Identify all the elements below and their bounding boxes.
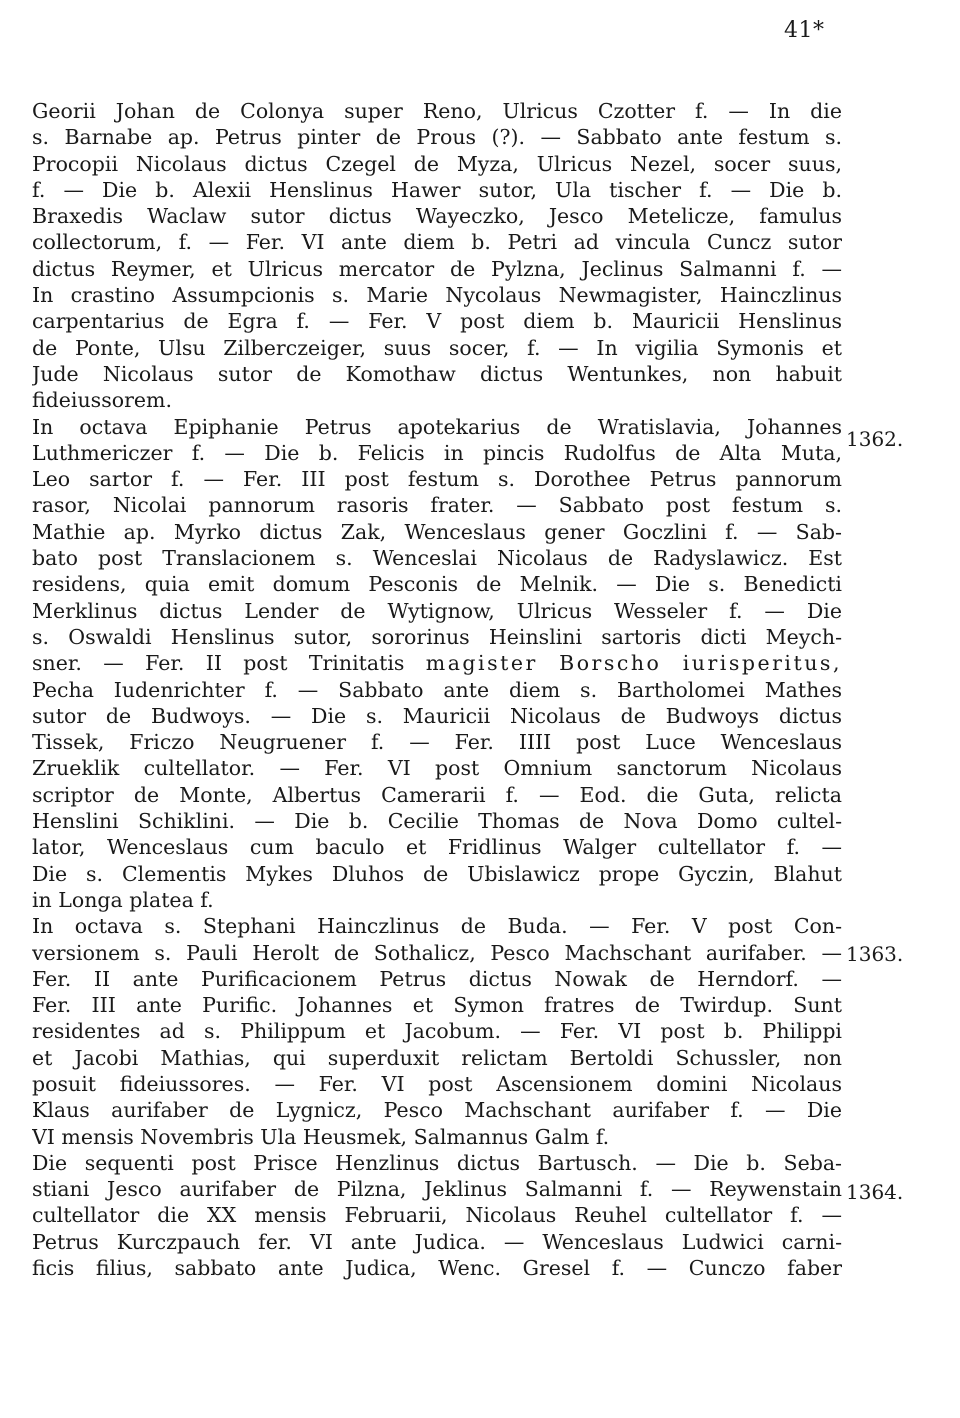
- text-line: residens, quia emit domum Pesconis de Melnik. — Die s. Benedicti: [32, 572, 842, 597]
- text-line: scriptor de Monte, Albertus Camerarii f. — Eod. die Guta, relicta: [32, 782, 842, 807]
- text-line: bato post Translacionem s. Wenceslai Nicolaus de Radyslawicz. Est: [32, 546, 842, 571]
- text-line: Merklinus dictus Lender de Wytignow, Ulricus Wesseler f. — Die: [32, 598, 842, 623]
- text-line: Jude Nicolaus sutor de Komothaw dictus Wentunkes, non habuit: [32, 361, 842, 386]
- text-line: de Ponte, Ulsu Zilberczeiger, suus socer, f. — In vigilia Symonis et: [32, 335, 842, 360]
- year-marker: 1364.: [846, 1180, 904, 1204]
- text-line: posuit fideiussores. — Fer. VI post Ascensionem domini Nicolaus: [32, 1071, 842, 1096]
- text-line: Pecha Iudenrichter f. — Sabbato ante diem s. Bartholomei Mathes: [32, 677, 842, 702]
- spaced-word: iurisperitus,: [682, 651, 842, 676]
- text-line: Procopii Nicolaus dictus Czegel de Myza, Ulricus Nezel, socer suus,: [32, 151, 842, 176]
- text-line: versionem s. Pauli Herolt de Sothalicz, Pesco Machschant aurifaber. —: [32, 940, 842, 965]
- text-line: In crastino Assumpcionis s. Marie Nycolaus Newmagister, Hainczlinus: [32, 283, 842, 308]
- page-number: 41*: [784, 18, 825, 43]
- text-line: Zrueklik cultellator. — Fer. VI post Omnium sanctorum Nicolaus: [32, 756, 842, 781]
- text-line: s. Barnabe ap. Petrus pinter de Prous (?). — Sabbato ante festum s.: [32, 125, 842, 150]
- text-line: f. — Die b. Alexii Henslinus Hawer sutor, Ula tischer f. — Die b.: [32, 177, 842, 202]
- text-line: VI mensis Novembris Ula Heusmek, Salmannus Galm f.: [32, 1124, 610, 1149]
- text-line-spaced: [32, 650, 842, 676]
- text-line: Petrus Kurczpauch fer. VI ante Judica. — Wenceslaus Ludwici carni-: [32, 1229, 842, 1254]
- text-line: Fer. III ante Purific. Johannes et Symon fratres de Twirdup. Sunt: [32, 993, 842, 1018]
- text-line: Georii Johan de Colonya super Reno, Ulricus Czotter f. — In die: [32, 99, 842, 123]
- text-line: cultellator die XX mensis Februarii, Nicolaus Reuhel cultellator f. —: [32, 1203, 842, 1228]
- text-line: residentes ad s. Philippum et Jacobum. — Fer. VI post b. Philippi: [32, 1019, 842, 1044]
- text-line: collectorum, f. — Fer. VI ante diem b. Petri ad vincula Cuncz sutor: [32, 230, 842, 255]
- text-line: Klaus aurifaber de Lygnicz, Pesco Machschant aurifaber f. — Die: [32, 1098, 842, 1123]
- text-line: in Longa platea f.: [32, 887, 214, 912]
- text-line: Tissek, Friczo Neugruener f. — Fer. IIII post Luce Wenceslaus: [32, 730, 842, 755]
- text-line: Luthmericzer f. — Die b. Felicis in pincis Rudolfus de Alta Muta,: [32, 440, 842, 465]
- text-line: stiani Jesco aurifaber de Pilzna, Jeklinus Salmanni f. — Reywenstain: [32, 1177, 842, 1202]
- text-line: rasor, Nicolai pannorum rasoris frater. — Sabbato post festum s.: [32, 493, 842, 518]
- text-line: Henslini Schiklini. — Die b. Cecilie Thomas de Nova Domo cultel-: [32, 809, 842, 834]
- text-line: In octava Epiphanie Petrus apotekarius de Wratislavia, Johannes: [32, 414, 842, 439]
- text-line: Die s. Clementis Mykes Dluhos de Ubislawicz prope Gyczin, Blahut: [32, 861, 842, 886]
- text-column: [32, 98, 842, 1281]
- spaced-word: Borscho: [559, 651, 662, 676]
- text-line: sutor de Budwoys. — Die s. Mauricii Nicolaus de Budwoys dictus: [32, 703, 842, 728]
- text-line: In octava s. Stephani Hainczlinus de Buda. — Fer. V post Con-: [32, 914, 842, 939]
- text-line: et Jacobi Mathias, qui superduxit relictam Bertoldi Schussler, non: [32, 1045, 842, 1070]
- text-line: lator, Wenceslaus cum baculo et Fridlinus Walger cultellator f. —: [32, 835, 842, 860]
- text-line: Mathie ap. Myrko dictus Zak, Wenceslaus gener Goczlini f. — Sab-: [32, 519, 842, 544]
- text-line: fideiussorem.: [32, 388, 172, 413]
- text-line: Braxedis Waclaw sutor dictus Wayeczko, Jesco Metelicze, famulus: [32, 204, 842, 229]
- text-line: s. Oswaldi Henslinus sutor, sororinus Heinslini sartoris dicti Meych-: [32, 624, 842, 649]
- text-line: Fer. II ante Purificacionem Petrus dictus Nowak de Herndorf. —: [32, 966, 842, 991]
- year-marker: 1362.: [846, 427, 904, 451]
- text-line: Die sequenti post Prisce Henzlinus dictus Bartusch. — Die b. Seba-: [32, 1150, 842, 1175]
- text-line: carpentarius de Egra f. — Fer. V post diem b. Mauricii Henslinus: [32, 309, 842, 334]
- text-line: Leo sartor f. — Fer. III post festum s. Dorothee Petrus pannorum: [32, 467, 842, 492]
- year-marker: 1363.: [846, 942, 904, 966]
- text-line: ficis filius, sabbato ante Judica, Wenc. Gresel f. — Cunczo faber: [32, 1256, 842, 1281]
- text-line: dictus Reymer, et Ulricus mercator de Pylzna, Jeclinus Salmanni f. —: [32, 256, 842, 281]
- text-segment: sner. — Fer. II post Trinitatis: [32, 651, 405, 676]
- spaced-word: magister: [425, 651, 538, 676]
